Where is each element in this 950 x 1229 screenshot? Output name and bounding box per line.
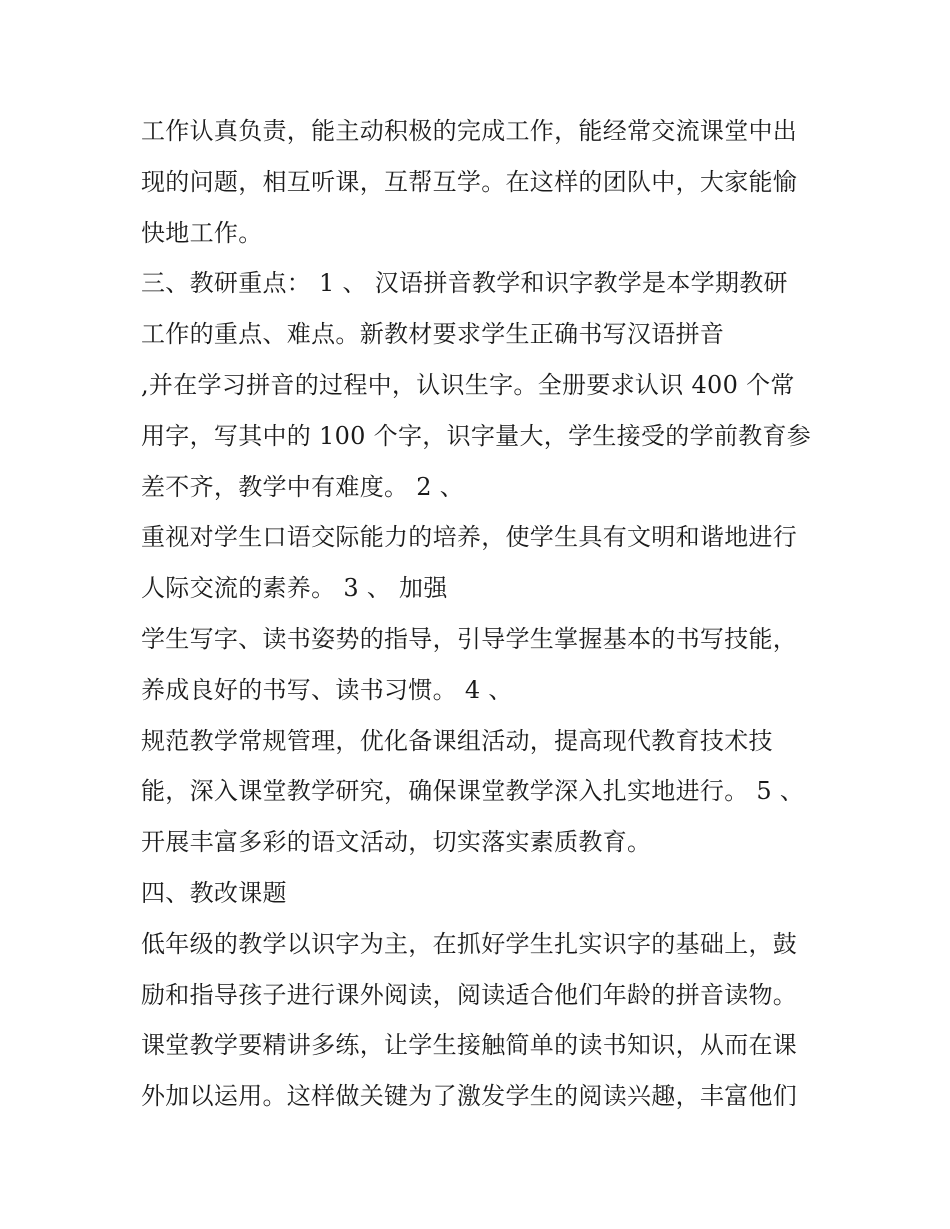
document-body [141,106,821,1122]
text-line: 课堂教学要精讲多练，让学生接触简单的读书知识，从而在课 [141,1031,798,1060]
text-line: 快地工作。 [141,218,263,247]
text-line: 现的问题，相互听课，互帮互学。在这样的团队中，大家能愉 [141,167,798,196]
text-line: 低年级的教学以识字为主，在抓好学生扎实识字的基础上，鼓 [141,929,798,958]
text-line: 养成良好的书写、读书习惯。 4 、 [141,675,513,704]
text-line: 差不齐，教学中有难度。 2 、 [141,472,465,501]
section-heading-line: 四、教改课题 [141,878,287,907]
text-line: 用字，写其中的 100 个字，识字量大，学生接受的学前教育参 [141,421,812,450]
text-line: 开展丰富多彩的语文活动，切实落实素质教育。 [141,828,652,857]
text-line: 能，深入课堂教学研究，确保课堂教学深入扎实地进行。 5 、 [141,777,805,806]
text-line: 重视对学生口语交际能力的培养，使学生具有文明和谐地进行 [141,523,798,552]
text-line: 工作的重点、难点。新教材要求学生正确书写汉语拼音 [141,320,725,349]
text-line: 工作认真负责，能主动积极的完成工作，能经常交流课堂中出 [141,117,798,145]
text-line: 人际交流的素养。 3 、 加强 [141,574,448,603]
section-heading-line: 三、教研重点： 1 、 汉语拼音教学和识字教学是本学期教研 [141,269,788,298]
text-line: 外加以运用。这样做关键为了激发学生的阅读兴趣，丰富他们 [141,1082,798,1111]
text-line: 学生写字、读书姿势的指导，引导学生掌握基本的书写技能， [141,624,798,653]
text-line: ,并在学习拼音的过程中，认识生字。全册要求认识 400 个常 [141,370,795,399]
text-line: 规范教学常规管理，优化备课组活动，提高现代教育技术技 [141,726,773,755]
text-line: 励和指导孩子进行课外阅读，阅读适合他们年龄的拼音读物。 [141,980,798,1009]
